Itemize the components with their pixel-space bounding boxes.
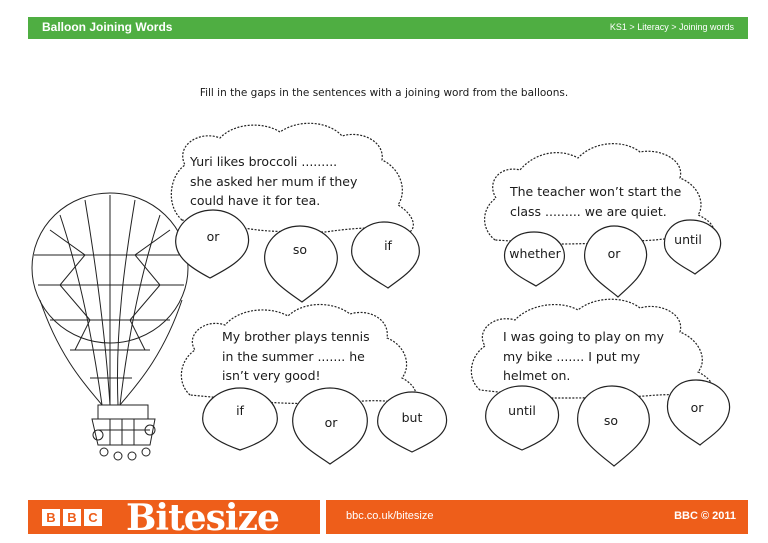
website-link[interactable]: bbc.co.uk/bitesize bbox=[346, 510, 434, 522]
sentence-line: isn’t very good! bbox=[222, 368, 321, 383]
bbc-logo-letter: B bbox=[63, 509, 81, 526]
joining-word-option[interactable]: or bbox=[206, 229, 220, 244]
word-balloon bbox=[665, 220, 721, 274]
sentence-line: My brother plays tennis bbox=[222, 329, 370, 344]
word-balloon bbox=[352, 222, 420, 288]
joining-word-option[interactable]: or bbox=[607, 246, 621, 261]
bbc-logo bbox=[42, 509, 102, 526]
sentence-line: could have it for tea. bbox=[190, 193, 321, 208]
joining-word-option[interactable]: until bbox=[508, 403, 536, 418]
sentence-line: she asked her mum if they bbox=[190, 173, 358, 189]
instruction-text: Fill in the gaps in the sentences with a joining word from the balloons. bbox=[199, 87, 569, 99]
joining-word-option[interactable]: so bbox=[603, 413, 619, 428]
copyright-notice: BBC © 2011 bbox=[674, 510, 736, 522]
sentence-line: my bike ....... I put my bbox=[503, 348, 641, 364]
sentence-line: The teacher won’t start the bbox=[510, 184, 682, 199]
joining-word-option[interactable]: but bbox=[401, 410, 423, 425]
joining-word-option[interactable]: if bbox=[384, 238, 392, 253]
word-balloon bbox=[486, 386, 559, 450]
bbc-logo-letter: B bbox=[42, 509, 60, 526]
sentence-panel-3 bbox=[222, 327, 370, 386]
sentence-panel-4 bbox=[503, 327, 664, 386]
joining-word-option[interactable]: or bbox=[324, 415, 338, 430]
joining-word-option[interactable]: if bbox=[236, 403, 244, 418]
joining-word-option[interactable]: until bbox=[674, 232, 702, 247]
footer-bar bbox=[28, 497, 748, 539]
bbc-logo-letter: C bbox=[84, 509, 102, 526]
sentence-line: class ......... we are quiet. bbox=[510, 203, 667, 219]
footer-divider bbox=[320, 500, 326, 534]
sentence-line: I was going to play on my bbox=[503, 329, 664, 344]
word-balloon bbox=[585, 226, 647, 297]
sentence-line: Yuri likes broccoli ......... bbox=[190, 154, 338, 169]
sentence-line: helmet on. bbox=[503, 368, 571, 383]
sentence-line: in the summer ....... he bbox=[222, 348, 365, 364]
word-balloon bbox=[176, 210, 249, 278]
hot-air-balloon-illustration bbox=[32, 193, 188, 460]
page-title: Balloon Joining Words bbox=[42, 20, 173, 34]
joining-word-option[interactable]: whether bbox=[509, 246, 561, 261]
joining-word-option[interactable]: or bbox=[690, 400, 704, 415]
bitesize-logo: Bitesize bbox=[126, 497, 279, 539]
word-balloon bbox=[265, 226, 338, 302]
word-balloon bbox=[203, 388, 278, 450]
sentence-panel-2 bbox=[510, 182, 681, 221]
breadcrumb: KS1 > Literacy > Joining words bbox=[609, 22, 734, 32]
sentence-panel-1 bbox=[190, 152, 357, 211]
joining-word-option[interactable]: so bbox=[292, 242, 308, 257]
